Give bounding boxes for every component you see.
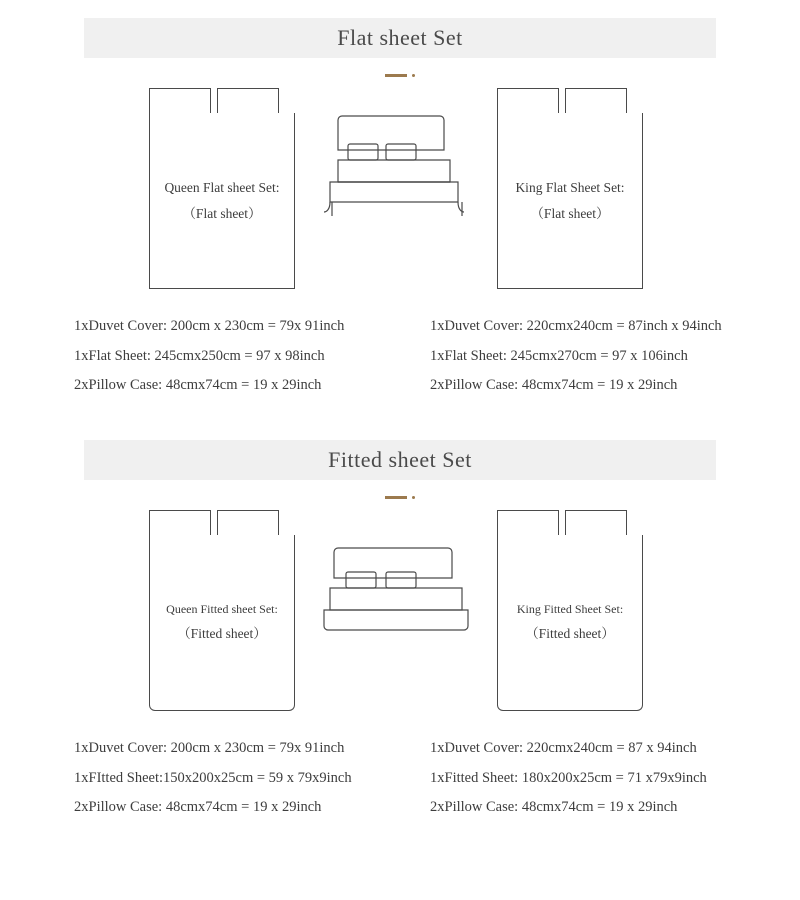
pillow-icon (565, 510, 627, 536)
pillow-icon (149, 88, 211, 114)
spec-line: 1xFlat Sheet: 245cmx270cm = 97 x 106inch (430, 347, 688, 364)
bed-icon (312, 106, 482, 226)
section-banner (84, 18, 716, 58)
pillow-icon (217, 88, 279, 114)
divider-dot-icon (412, 74, 415, 77)
illustration-row (0, 88, 800, 298)
sheet-label-line2: （Fitted sheet） (177, 626, 267, 642)
spec-line: 1xDuvet Cover: 220cmx240cm = 87 x 94inch (430, 740, 697, 756)
section-title: Fitted sheet Set (328, 447, 472, 472)
king-fitted-specs (430, 734, 707, 823)
pillow-icon (497, 88, 559, 114)
sheet-body (497, 113, 643, 289)
sheet-label-line1: Queen Fitted sheet Set: (166, 602, 278, 617)
sheet-label-line2: （Flat sheet） (182, 205, 262, 221)
pillow-row (149, 88, 295, 114)
sheet-label-line2: （Flat sheet） (530, 205, 610, 221)
spec-line: 1xFlat Sheet: 245cmx250cm = 97 x 98inch (74, 347, 325, 364)
pillow-row (497, 88, 643, 114)
illustration-row (0, 510, 800, 720)
divider-ornament (0, 66, 800, 84)
spec-line: 1xDuvet Cover: 220cmx240cm = 87inch x 94inch (430, 318, 722, 334)
spec-line: 1xFItted Sheet:150x200x25cm = 59 x 79x9inch (74, 769, 352, 786)
divider-bar-icon (385, 496, 407, 499)
spec-line: 2xPillow Case: 48cmx74cm = 19 x 29inch (430, 799, 678, 816)
spec-line: 2xPillow Case: 48cmx74cm = 19 x 29inch (74, 799, 322, 816)
sheet-label-line2: （Fitted sheet） (525, 626, 615, 642)
spec-line: 1xFitted Sheet: 180x200x25cm = 71 x79x9inch (430, 769, 707, 786)
pillow-row (497, 510, 643, 536)
spec-line: 2xPillow Case: 48cmx74cm = 19 x 29inch (430, 377, 678, 394)
pillow-icon (217, 510, 279, 536)
divider-bar-icon (385, 74, 407, 77)
bed-illustration (312, 106, 482, 226)
fitted-sheet-section (0, 440, 800, 834)
divider-ornament (0, 488, 800, 506)
sheet-body (149, 113, 295, 289)
section-title: Flat sheet Set (337, 25, 463, 50)
sheet-body (149, 535, 295, 711)
sheet-label-line1: King Fitted Sheet Set: (516, 602, 624, 617)
spec-line: 1xDuvet Cover: 200cm x 230cm = 79x 91inch (74, 318, 345, 334)
pillow-icon (565, 88, 627, 114)
spec-row (0, 734, 800, 834)
spec-line: 2xPillow Case: 48cmx74cm = 19 x 29inch (74, 377, 322, 394)
king-fitted-sheet-diagram (497, 510, 643, 711)
section-banner (84, 440, 716, 480)
pillow-row (149, 510, 295, 536)
pillow-icon (149, 510, 211, 536)
sheet-label-line1: King Flat Sheet Set: (515, 179, 625, 195)
queen-fitted-sheet-diagram (149, 510, 295, 711)
bed-icon (312, 528, 482, 648)
queen-flat-specs (74, 312, 344, 401)
pillow-icon (497, 510, 559, 536)
king-flat-sheet-diagram (497, 88, 643, 289)
king-flat-specs (430, 312, 722, 401)
flat-sheet-section (0, 18, 800, 412)
bed-illustration (312, 528, 482, 648)
spec-line: 1xDuvet Cover: 200cm x 230cm = 79x 91inch (74, 740, 345, 756)
sheet-label-line1: Queen Flat sheet Set: (164, 179, 280, 195)
spec-row (0, 312, 800, 412)
queen-fitted-specs (74, 734, 352, 823)
queen-flat-sheet-diagram (149, 88, 295, 289)
sheet-body (497, 535, 643, 711)
divider-dot-icon (412, 496, 415, 499)
